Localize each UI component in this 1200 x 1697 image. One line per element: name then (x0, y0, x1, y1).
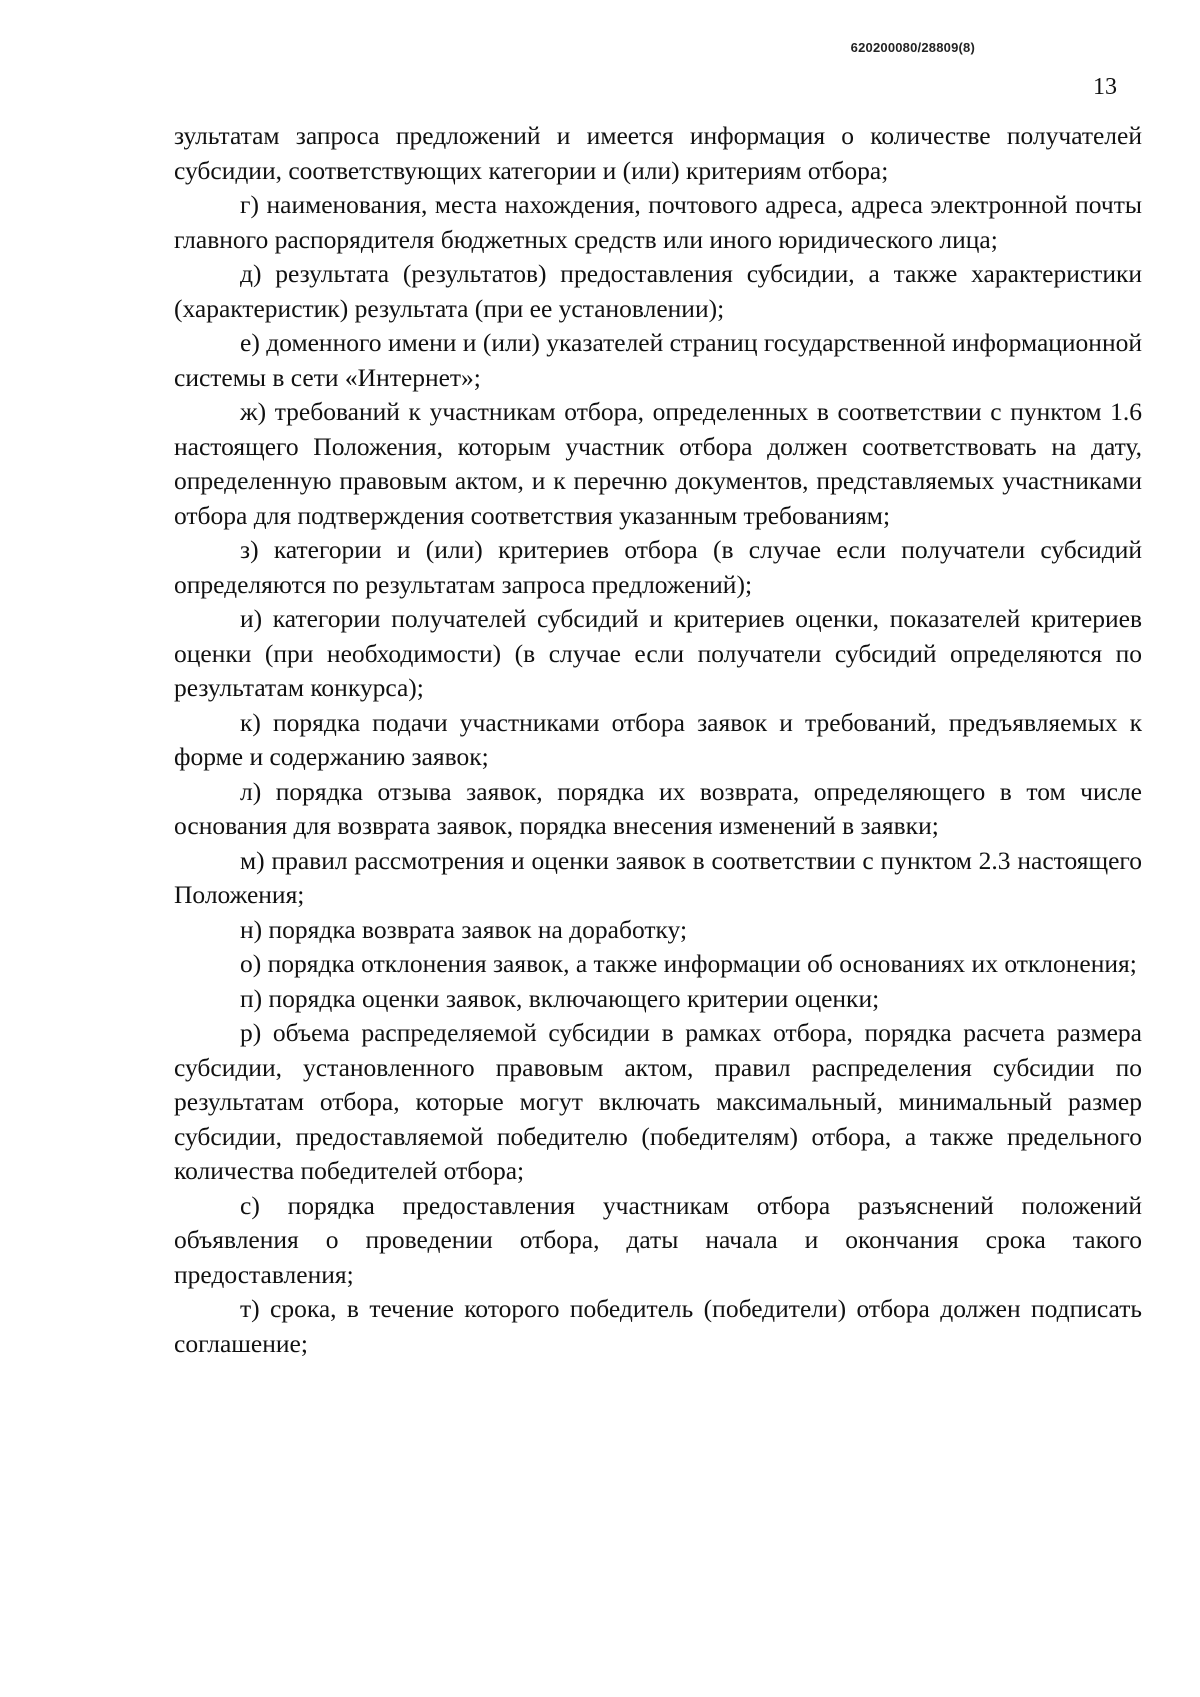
paragraph-item-g: г) наименования, места нахождения, почтового адреса, адреса электронной почты главного распорядителя бюджетных средств или иного юридического лица; (174, 190, 1142, 254)
paragraph-item-z: з) категории и (или) критериев отбора (в случае если получатели субсидий определяются по результатам запроса предложений); (174, 535, 1142, 599)
paragraph-item-k: к) порядка подачи участниками отбора заявок и требований, предъявляемых к форме и содержанию заявок; (174, 707, 1142, 771)
document-body (174, 119, 1142, 1361)
document-id: 620200080/28809(8) (850, 40, 975, 55)
paragraph-item-p: п) порядка оценки заявок, включающего критерии оценки; (240, 983, 880, 1013)
paragraph-continuation: зультатам запроса предложений и имеется информация о количестве получателей субсидии, соответствующих категории и (или) критериям отбора; (174, 121, 1142, 185)
paragraph-item-o: о) порядка отклонения заявок, а также информации об основаниях их отклонения; (240, 949, 1137, 978)
paragraph-item-t: т) срока, в течение которого победитель (победители) отбора должен подписать соглашение; (174, 1294, 1142, 1358)
page-number: 13 (1093, 74, 1117, 100)
paragraph-item-e: е) доменного имени и (или) указателей страниц государственной информационной системы в сети «Интернет»; (174, 328, 1142, 392)
paragraph-item-n: н) порядка возврата заявок на доработку; (240, 914, 688, 944)
paragraph-item-m: м) правил рассмотрения и оценки заявок в соответствии с пунктом 2.3 настоящего Положения; (174, 845, 1142, 909)
paragraph-item-d: д) результата (результатов) предоставления субсидии, а также характеристики (характеристик) результата (при ее установлении); (174, 259, 1142, 323)
paragraph-item-zh: ж) требований к участникам отбора, определенных в соответствии с пунктом 1.6 настоящего Положения, которым участник отбора должен соответствовать на дату, определенную правовым актом, и к перечню документов, представляемых участниками отбора для подтверждения соответствия указанным требованиям; (174, 397, 1142, 530)
paragraph-item-r: р) объема распределяемой субсидии в рамках отбора, порядка расчета размера субсидии, установленного правовым актом, правил распределения субсидии по результатам отбора, которые могут включать максимальный, минимальный размер субсидии, предоставляемой победителю (победителям) отбора, а также предельного количества победителей отбора; (174, 1018, 1142, 1185)
paragraph-item-l: л) порядка отзыва заявок, порядка их возврата, определяющего в том числе основания для возврата заявок, порядка внесения изменений в заявки; (174, 776, 1142, 840)
paragraph-item-s: с) порядка предоставления участникам отбора разъяснений положений объявления о проведении отбора, даты начала и окончания срока такого предоставления; (174, 1190, 1142, 1289)
paragraph-item-i: и) категории получателей субсидий и критериев оценки, показателей критериев оценки (при необходимости) (в случае если получатели субсидий определяются по результатам конкурса); (174, 604, 1142, 702)
